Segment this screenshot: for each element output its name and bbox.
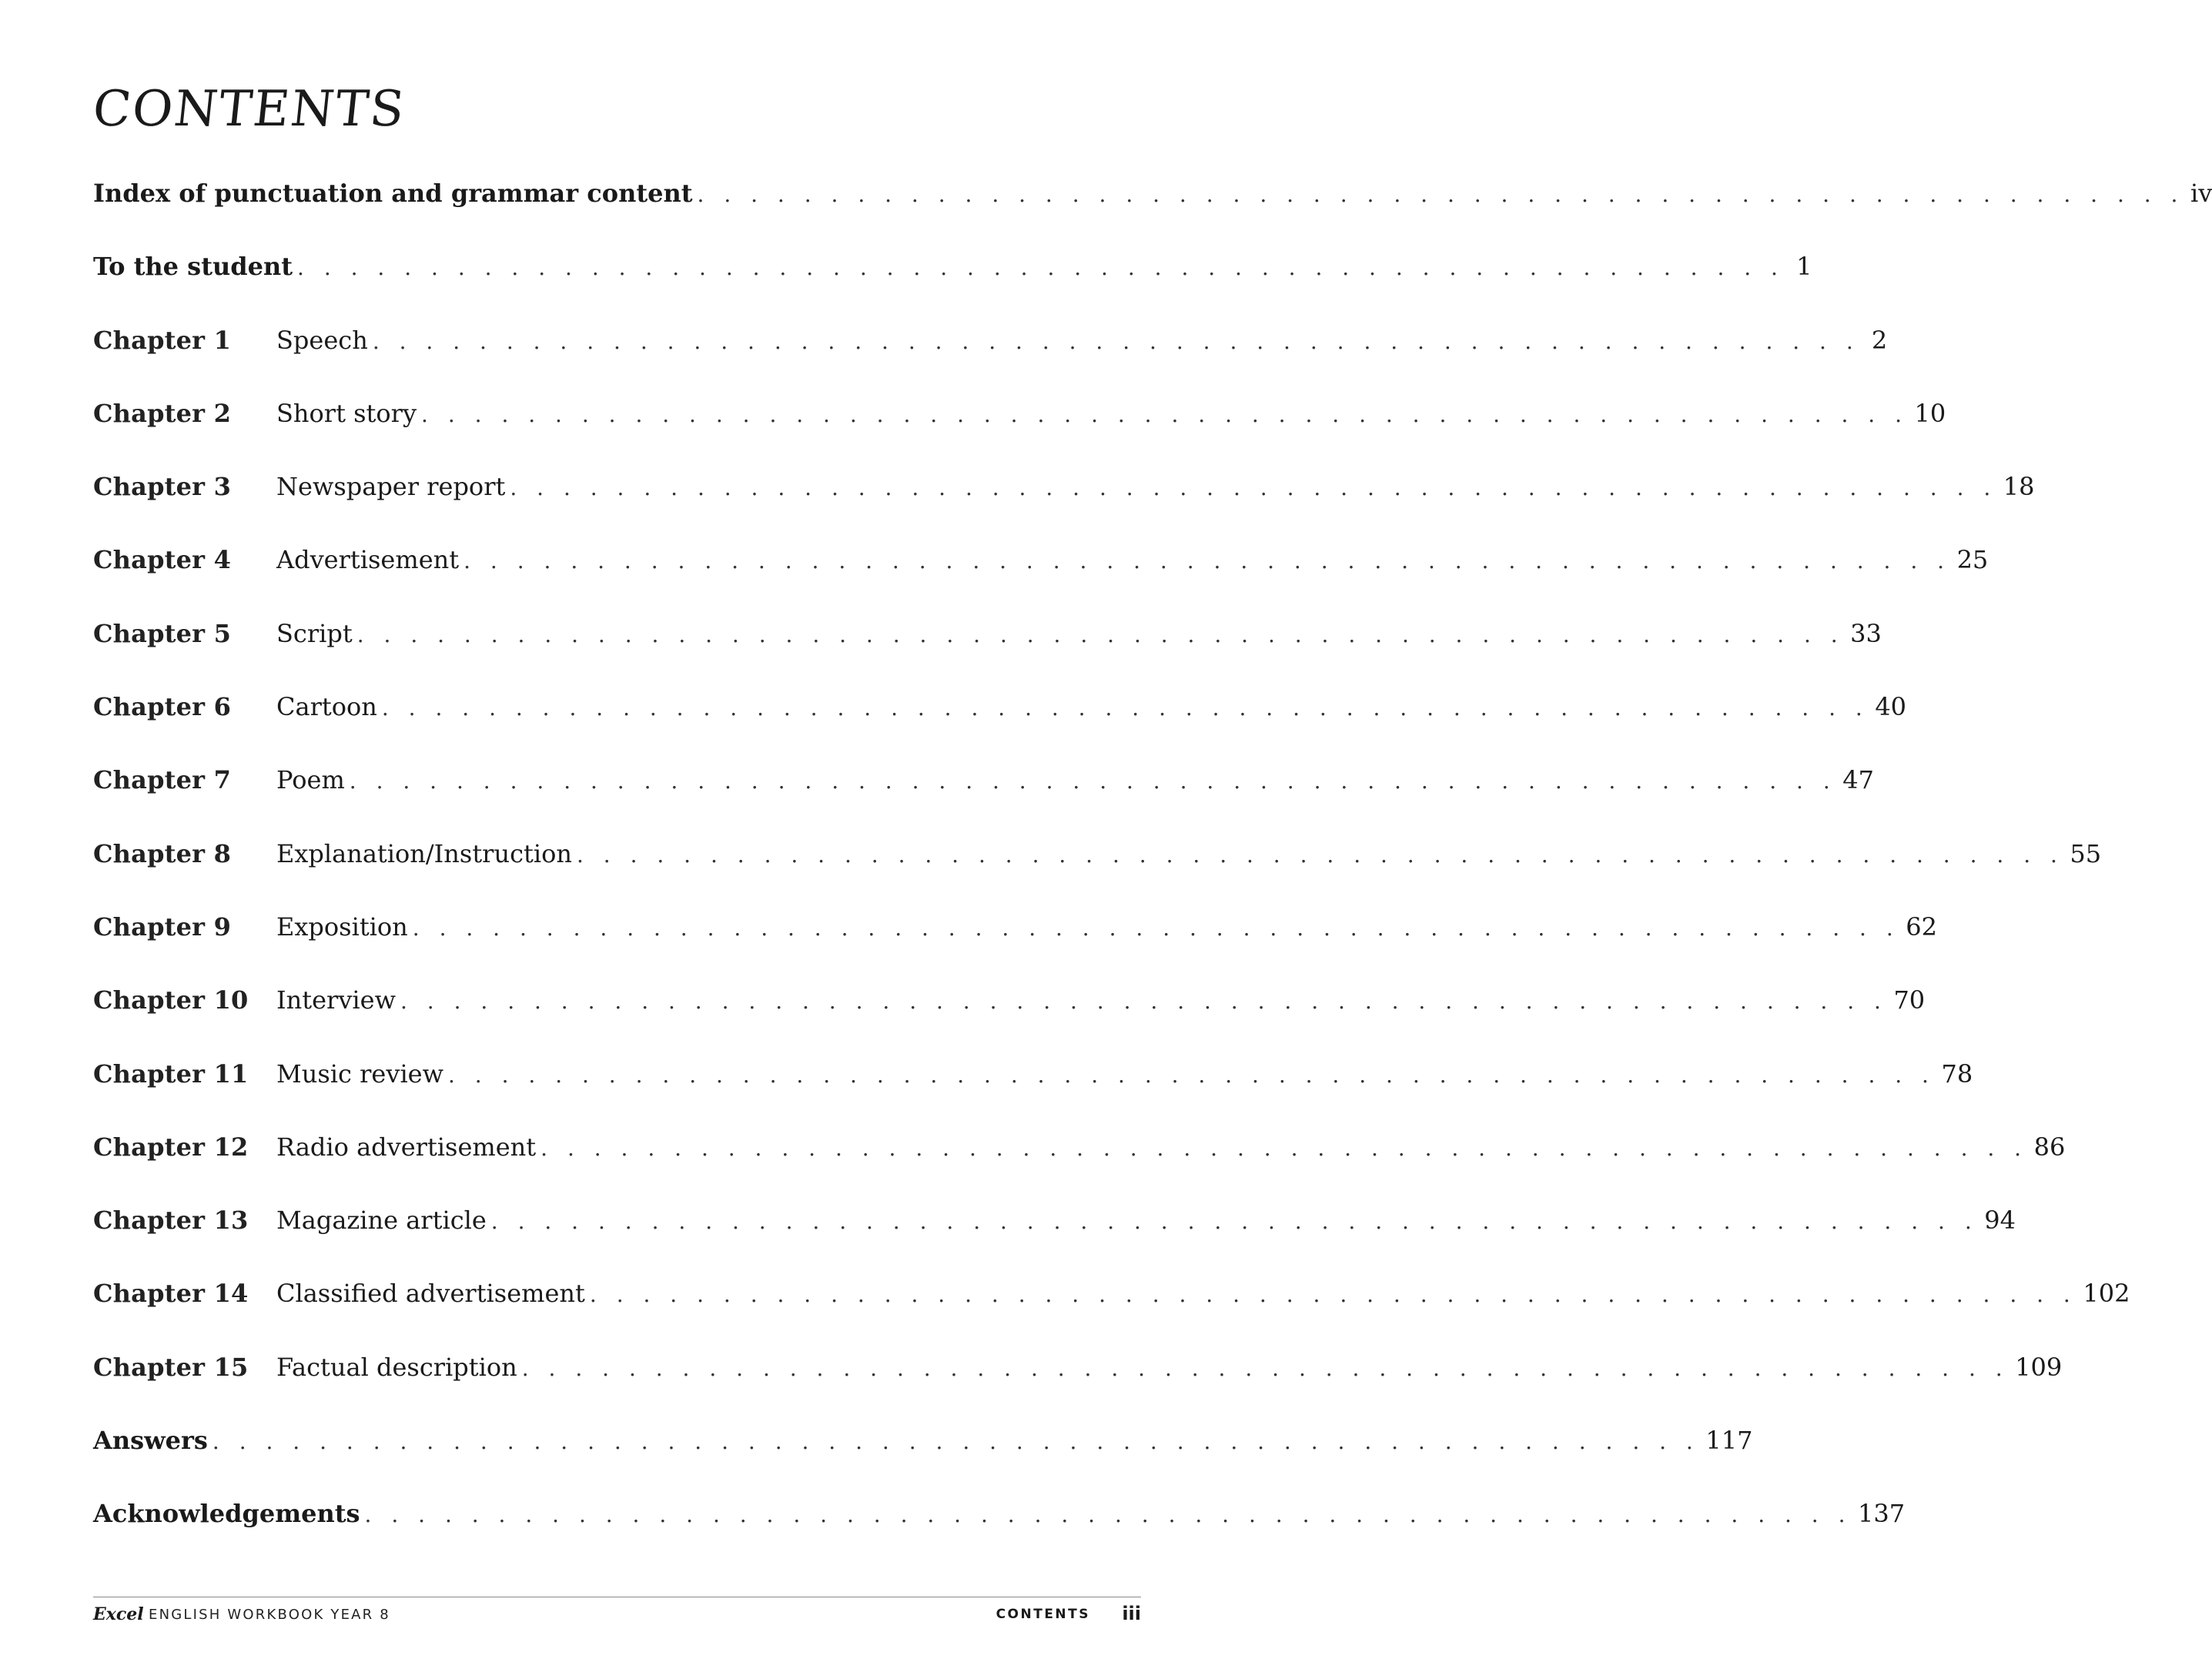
toc-page-number: 70 xyxy=(1893,985,1926,1015)
toc-entry-title: Radio advertisement xyxy=(276,1132,537,1162)
toc-entry xyxy=(93,252,1812,327)
toc-entry-title: Poem xyxy=(276,765,345,795)
toc-page-number: 86 xyxy=(2033,1132,2066,1162)
toc-dot-leader: . . . . . . . . . . . . . . . . . . . . . . . . . . . . . . . . . . . . . . . . . . . . . . . . . . . . . . . . xyxy=(381,695,1869,721)
toc-chapter-label: Chapter 8 xyxy=(93,838,232,868)
toc-entry-title: Answers xyxy=(93,1426,208,1456)
toc-entry-title: Magazine article xyxy=(276,1206,487,1236)
toc-chapter-label: Chapter 6 xyxy=(93,692,232,722)
toc-page-number: 109 xyxy=(2015,1352,2063,1382)
toc-entry-title: Music review xyxy=(276,1059,443,1089)
table-of-contents xyxy=(93,179,2212,1575)
toc-chapter-label: Chapter 1 xyxy=(93,325,232,355)
toc-page-number: 2 xyxy=(1871,325,1888,355)
toc-page-number: 10 xyxy=(1914,398,1946,428)
toc-entry xyxy=(93,1059,1973,1135)
toc-entry-title: Explanation/Instruction xyxy=(276,838,572,868)
toc-chapter-label: Chapter 14 xyxy=(93,1279,249,1309)
toc-entry-title: Speech xyxy=(276,325,368,355)
toc-chapter-label: Chapter 3 xyxy=(93,472,232,502)
toc-entry-title: Factual description xyxy=(276,1352,517,1382)
toc-entry xyxy=(93,325,1888,401)
toc-entry-title: Newspaper report xyxy=(276,472,506,502)
toc-entry xyxy=(93,1279,2130,1354)
toc-dot-leader: . . . . . . . . . . . . . . . . . . . . . . . . . . . . . . . . . . . . . . . . . . . . . . . . . . . . . . . . xyxy=(576,841,2064,868)
toc-dot-leader: . . . . . . . . . . . . . . . . . . . . . . . . . . . . . . . . . . . . . . . . . . . . . . . . . . . . . . . . xyxy=(356,621,1845,647)
toc-entry-title: Advertisement xyxy=(276,545,460,575)
toc-entry xyxy=(93,179,2212,254)
toc-chapter-label: Chapter 4 xyxy=(93,545,232,575)
toc-page-number: 40 xyxy=(1875,692,1907,722)
toc-entry xyxy=(93,1426,1753,1501)
toc-entry xyxy=(93,545,1989,620)
toc-chapter-label: Chapter 12 xyxy=(93,1132,249,1162)
toc-dot-leader: . . . . . . . . . . . . . . . . . . . . . . . . . . . . . . . . . . . . . . . . . . . . . . . . . . . . . . . . xyxy=(697,182,2184,207)
toc-entry-title: Exposition xyxy=(276,911,408,942)
toc-chapter-label: Chapter 11 xyxy=(93,1059,249,1089)
page-footer xyxy=(93,1604,1141,1627)
toc-entry-title: Interview xyxy=(276,985,396,1015)
toc-chapter-label: Chapter 9 xyxy=(93,911,232,942)
footer-book-title: ENGLISH WORKBOOK YEAR 8 xyxy=(149,1607,390,1623)
toc-entry xyxy=(93,1499,1906,1574)
toc-entry xyxy=(93,911,1937,988)
toc-entry xyxy=(93,765,1874,841)
toc-entry-title: Cartoon xyxy=(276,692,377,722)
toc-dot-leader: . . . . . . . . . . . . . . . . . . . . . . . . . . . . . . . . . . . . . . . . . . . . . . . . . . . . . . . . xyxy=(448,1062,1936,1088)
toc-page-number: 1 xyxy=(1796,252,1812,282)
footer-section-name: CONTENTS xyxy=(996,1607,1090,1622)
footer-page-number: iii xyxy=(1122,1603,1141,1624)
toc-page-number: 62 xyxy=(1906,911,1937,942)
toc-entry xyxy=(93,398,1946,474)
toc-entry xyxy=(93,1352,2063,1428)
toc-entry xyxy=(93,692,1907,768)
toc-entry-title: To the student xyxy=(93,252,293,282)
footer-brand: Excel xyxy=(93,1604,144,1624)
toc-entry-title: Short story xyxy=(276,398,417,428)
toc-entry xyxy=(93,985,1926,1061)
toc-dot-leader: . . . . . . . . . . . . . . . . . . . . . . . . . . . . . . . . . . . . . . . . . . . . . . . . . . . . . . . . xyxy=(412,915,1900,941)
toc-dot-leader: . . . . . . . . . . . . . . . . . . . . . . . . . . . . . . . . . . . . . . . . . . . . . . . . . . . . . . . . xyxy=(521,1355,2010,1381)
toc-dot-leader: . . . . . . . . . . . . . . . . . . . . . . . . . . . . . . . . . . . . . . . . . . . . . . . . . . . . . . . . xyxy=(364,1502,1852,1528)
toc-dot-leader: . . . . . . . . . . . . . . . . . . . . . . . . . . . . . . . . . . . . . . . . . . . . . . . . . . . . . . . . xyxy=(212,1429,1700,1455)
toc-dot-leader: . . . . . . . . . . . . . . . . . . . . . . . . . . . . . . . . . . . . . . . . . . . . . . . . . . . . . . . . xyxy=(510,475,1997,501)
toc-entry xyxy=(93,1132,2066,1208)
toc-dot-leader: . . . . . . . . . . . . . . . . . . . . . . . . . . . . . . . . . . . . . . . . . . . . . . . . . . . . . . . . xyxy=(297,255,1785,281)
toc-page-number: 102 xyxy=(2083,1279,2130,1309)
toc-page-number: 18 xyxy=(2003,472,2035,502)
page-title: CONTENTS xyxy=(90,81,409,138)
toc-chapter-label: Chapter 10 xyxy=(93,985,249,1015)
toc-dot-leader: . . . . . . . . . . . . . . . . . . . . . . . . . . . . . . . . . . . . . . . . . . . . . . . . . . . . . . . . xyxy=(400,988,1888,1015)
toc-entry-title: Acknowledgements xyxy=(93,1499,360,1529)
toc-dot-leader: . . . . . . . . . . . . . . . . . . . . . . . . . . . . . . . . . . . . . . . . . . . . . . . . . . . . . . . . xyxy=(463,548,1951,574)
toc-page-number: iv xyxy=(2190,179,2212,208)
toc-page-number: 47 xyxy=(1842,765,1874,795)
toc-chapter-label: Chapter 5 xyxy=(93,618,232,648)
toc-dot-leader: . . . . . . . . . . . . . . . . . . . . . . . . . . . . . . . . . . . . . . . . . . . . . . . . . . . . . . . . xyxy=(589,1282,2077,1308)
toc-dot-leader: . . . . . . . . . . . . . . . . . . . . . . . . . . . . . . . . . . . . . . . . . . . . . . . . . . . . . . . . xyxy=(349,768,1837,794)
toc-page-number: 78 xyxy=(1941,1059,1973,1089)
toc-entry-title: Index of punctuation and grammar content xyxy=(93,179,693,208)
toc-dot-leader: . . . . . . . . . . . . . . . . . . . . . . . . . . . . . . . . . . . . . . . . . . . . . . . . . . . . . . . . xyxy=(540,1135,2028,1161)
toc-page-number: 94 xyxy=(1984,1206,2016,1236)
toc-page-number: 55 xyxy=(2070,838,2102,868)
toc-chapter-label: Chapter 13 xyxy=(93,1206,249,1236)
toc-dot-leader: . . . . . . . . . . . . . . . . . . . . . . . . . . . . . . . . . . . . . . . . . . . . . . . . . . . . . . . . xyxy=(490,1209,1979,1235)
toc-chapter-label: Chapter 2 xyxy=(93,398,232,428)
toc-dot-leader: . . . . . . . . . . . . . . . . . . . . . . . . . . . . . . . . . . . . . . . . . . . . . . . . . . . . . . . . xyxy=(372,328,1860,354)
toc-entry xyxy=(93,838,2102,915)
toc-chapter-label: Chapter 7 xyxy=(93,765,232,795)
toc-entry-title: Script xyxy=(276,618,353,648)
toc-page-number: 137 xyxy=(1858,1499,1906,1529)
toc-entry xyxy=(93,1206,2016,1281)
toc-chapter-label: Chapter 15 xyxy=(93,1352,249,1382)
toc-dot-leader: . . . . . . . . . . . . . . . . . . . . . . . . . . . . . . . . . . . . . . . . . . . . . . . . . . . . . . . . xyxy=(421,401,1909,427)
toc-entry-title: Classified advertisement xyxy=(276,1279,585,1309)
toc-page-number: 117 xyxy=(1705,1426,1753,1456)
toc-entry xyxy=(93,618,1882,694)
toc-entry xyxy=(93,472,2035,547)
toc-page-number: 25 xyxy=(1956,545,1989,575)
toc-page-number: 33 xyxy=(1850,618,1882,648)
